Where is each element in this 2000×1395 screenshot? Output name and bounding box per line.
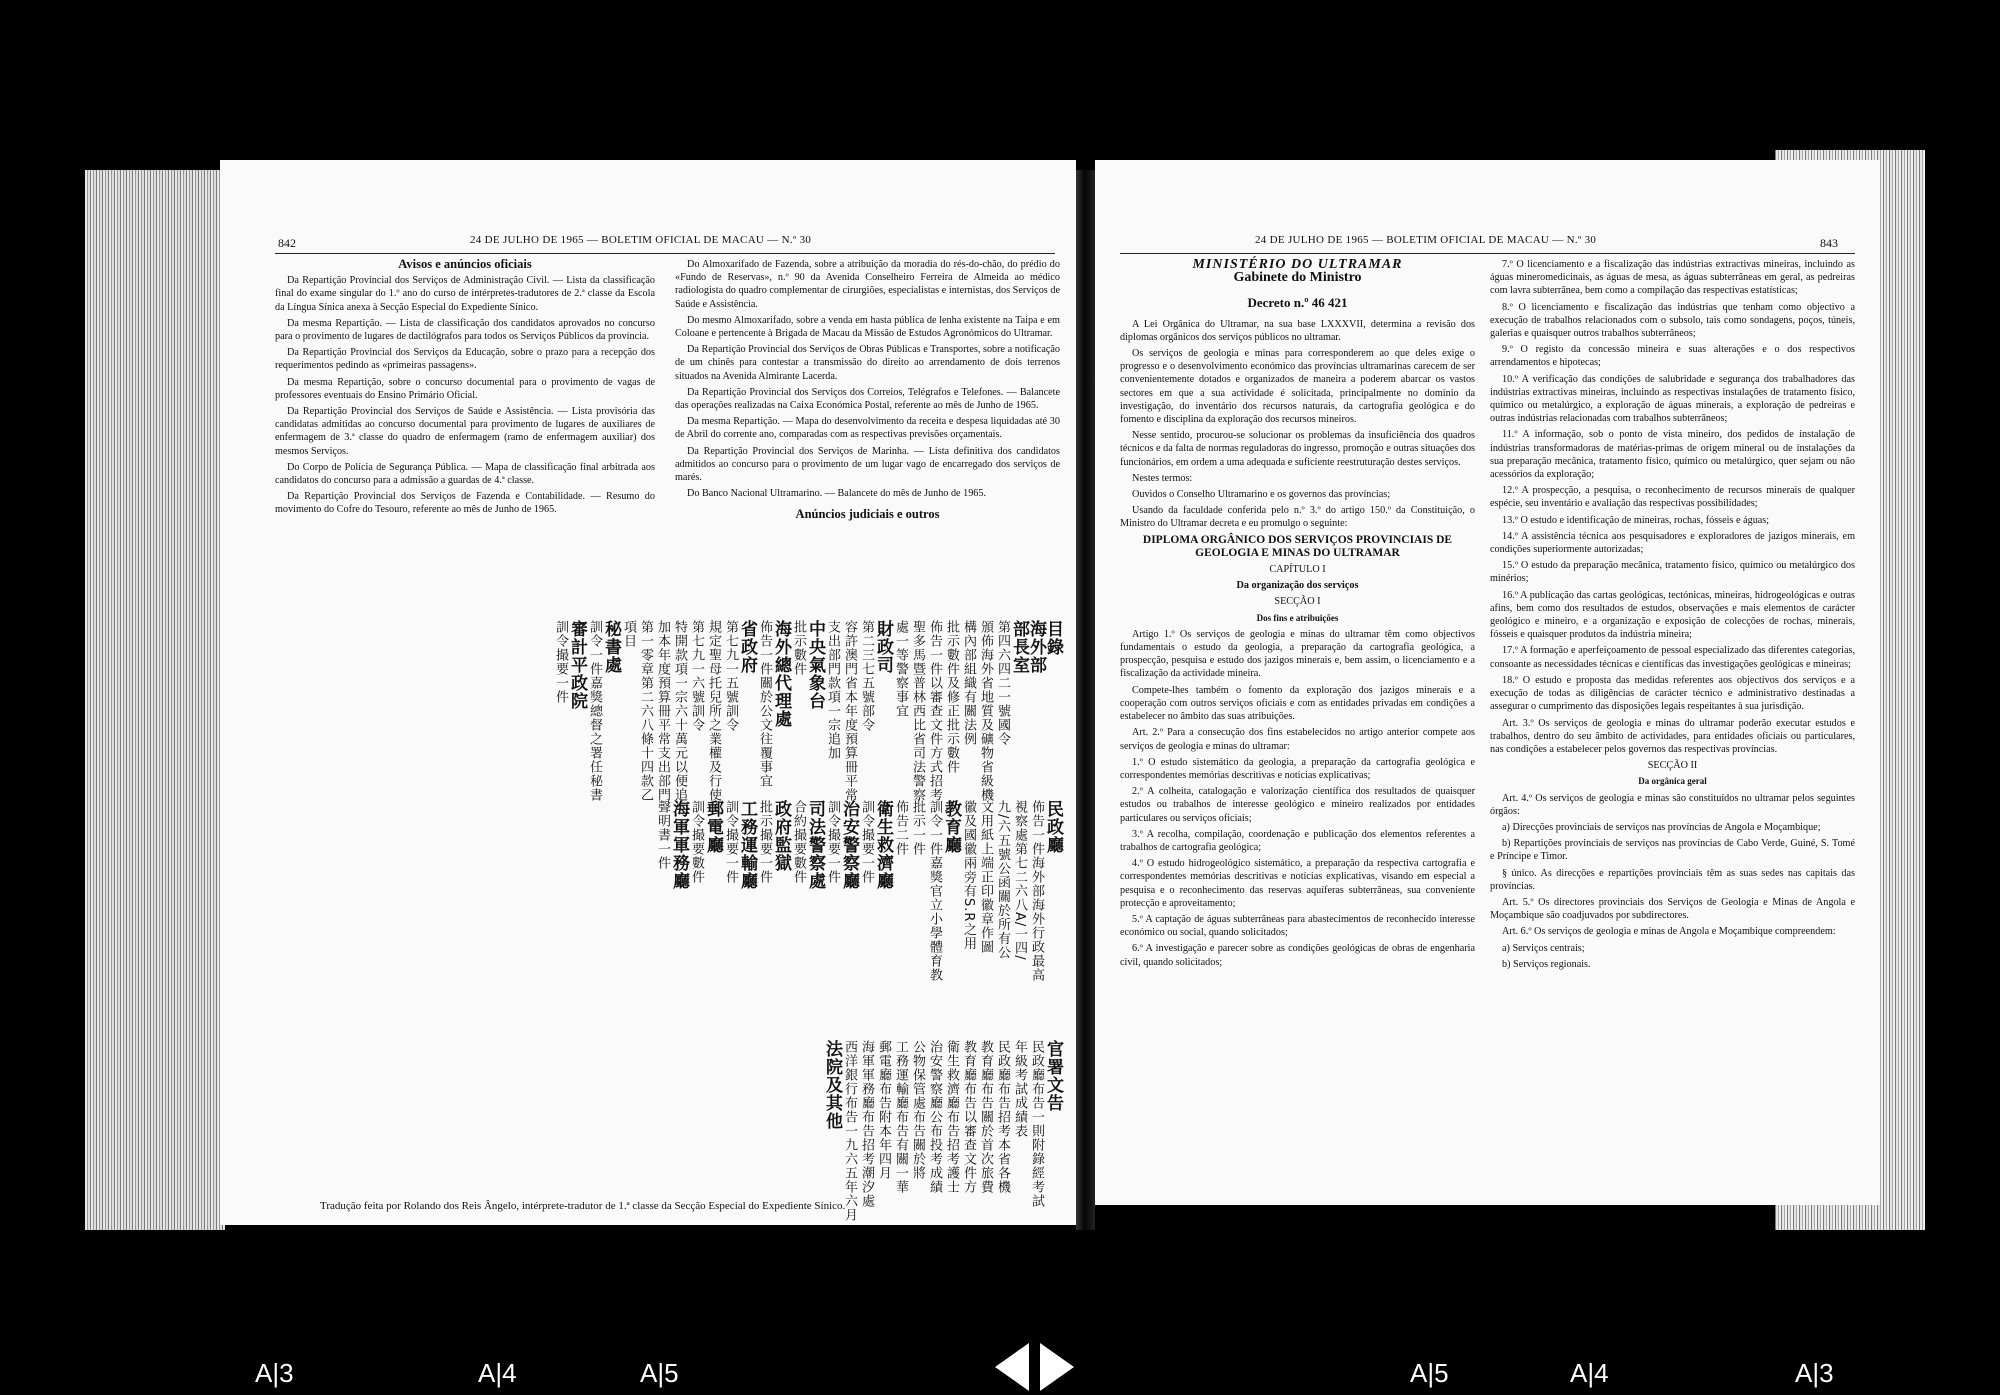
translation-credit: Tradução feita por Rolando dos Reis Ângelo, intérprete-tradutor de 1.ª classe da Secção Especial do Expediente Sínico. (320, 1200, 846, 1212)
center-marker-right (1040, 1343, 1074, 1391)
chinese-section-heading: 衛生救濟廳 (873, 800, 893, 890)
paragraph: 4.º O estudo hidrogeológico sistemático, a preparação da respectiva cartografia e correspondentes memórias descritivas e notícias explicativas, visando em especial a pesquisa e o reconhecimento das reservas aquíferas subterrâneas, sua conveniente protecção e aproveitamento; (1120, 858, 1475, 909)
cabinet-title: Gabinete do Ministro (1233, 270, 1362, 286)
paragraph: 9.º O registo da concessão mineira e suas alterações e o dos respectivos arrendamentos e hipotecas; (1490, 344, 1855, 369)
chinese-index-entry: 訓令撮要數件 (689, 800, 704, 884)
chinese-index-entry: 佈告一件關於公文往覆事宜 (757, 620, 772, 788)
paragraph: Nestes termos: (1132, 472, 1193, 484)
paragraph: 15.º O estudo da preparação mecânica, tratamento físico, químico ou metalúrgico dos minérios; (1490, 560, 1855, 585)
chinese-section-heading: 目錄 (1043, 620, 1063, 656)
chinese-index-entry: 訓令撮要一件 (553, 620, 568, 704)
paragraph: b) Repartições provinciais de serviços nas províncias de Cabo Verde, Guiné, S. Tomé e Príncipe e Timor. (1490, 838, 1855, 863)
chinese-section-heading: 官署文告 (1043, 1040, 1063, 1112)
paragraph: 7.º O licenciamento e a fiscalização das indústrias extractivas mineiras, incluindo as águas mineromedicinais, as águas de mesa, as águas subterrâneas em geral, as pedreiras com lavra subterrânea, bem como a compilação das respectivas estatísticas; (1490, 259, 1855, 297)
chinese-index-entry: 規定聖母托兒所之業權及行使 (706, 620, 721, 802)
chapter-subtitle: Da organização dos serviços (1236, 580, 1359, 592)
frame-mark: A|4 (478, 1358, 517, 1388)
paragraph: Artigo 1.º Os serviços de geologia e minas do ultramar têm como objectivos fundamentais o estudo da geologia, a preparação da cartografia geológica, a prospecção, pesquisa e estudo dos jazigos minerais e, bem assim, o licenciamento e a fiscalização da actividade mineira. (1120, 628, 1475, 680)
notice-item: Da Repartição Provincial dos Serviços de Marinha. — Lista definitiva dos candidatos admitidos ao concurso para o provimento de um lugar vago de encarregado dos serviços de marés. (675, 445, 1060, 484)
chinese-index-entry: 批示撮要一件 (757, 800, 772, 884)
chinese-section-heading: 海外總代理處 (771, 620, 791, 728)
chinese-index-entry: 衛生救濟廳布告招考護士 (944, 1040, 959, 1194)
notice-item: Da mesma Repartição, sobre o concurso documental para o provimento de vagas de professores eventuais do Ensino Primário Oficial. (275, 376, 655, 401)
chinese-index-entry: 容許澳門省本年度預算冊平常 (842, 620, 857, 802)
section-heading: SECÇÃO II (1647, 760, 1698, 772)
paragraph: 5.º A captação de águas subterrâneas para abastecimentos de reconhecido interesse económico ou social, quando solicitados; (1120, 913, 1475, 939)
paragraph: 17.º A formação e aperfeiçoamento de pessoal especializado das diferentes categorias, consoante as necessidades técnicas e científicas das investigações geológicas e mineiras; (1490, 645, 1855, 670)
chinese-index-entry: 佈告二件 (893, 800, 908, 856)
chinese-index-entry: 支出部門款項一宗追加 (825, 620, 840, 760)
chinese-index-entry: 第一零章第二六八條十四款乙 (638, 620, 653, 802)
chinese-section-heading: 工務運輸廳 (737, 800, 757, 890)
paragraph: Nesse sentido, procurou-se solucionar os problemas da insuficiência dos quadros técnicos e da falta de normas reguladoras do ingresso, promoção e outras situações dos funcionários, em ordem a uma adequada e suficiente reestruturação destes serviços. (1120, 430, 1475, 468)
paragraph: 16.º A publicação das cartas geológicas, tectónicas, mineiras, hidrogeológicas e outras afins, bem como dos resultados de estudos, observações e mais elementos de carácter geológico e mineiro, e a organização e exposição de colecções de rochas, minerais, fósseis e quaisquer produtos da indústria mineira; (1490, 589, 1855, 641)
chinese-index-entry: 教育廳布告以審查文件方 (961, 1040, 976, 1194)
paragraph: Usando da faculdade conferida pelo n.º 3.º do artigo 150.º da Constituição, o Ministro do Ultramar decreta e eu promulgo o seguinte: (1120, 505, 1475, 530)
notice-item: Da Repartição Provincial dos Serviços de Administração Civil. — Lista da classificação final do exame singular do 1.º ano do curso de intérpretes-tradutores de 2.ª classe da Escola da Língua Sínica anexa à Secção Especial do Expediente Sínico. (275, 275, 655, 313)
notice-item: Da mesma Repartição. — Lista de classificação dos candidatos aprovados no concurso para o provimento de lugares de dactilógrafos para todos os Serviços Públicos da província. (275, 317, 655, 343)
section-title: Avisos e anúncios oficiais (398, 257, 532, 271)
notice-item: Do Almoxarifado de Fazenda, sobre a atribuição da moradia do rés-do-chão, do prédio do «Fundo de Reservas», n.º 90 da Avenida Conselheiro Ferreira de Almeida ao médico radiologista do quadro complementar de cirurgiões, especialistas e internistas, dos Serviços de Saúde e Assistência. (675, 259, 1060, 310)
page-edges-left (85, 170, 225, 1230)
chapter-title: CAPÍTULO I (1269, 564, 1326, 576)
chinese-index-entry: 特開款項一宗六十萬元以便追 (672, 620, 687, 802)
diploma-title: DIPLOMA ORGÂNICO DOS SERVIÇOS PROVINCIAIS DE GEOLOGIA E MINAS DO ULTRAMAR (1142, 533, 1453, 559)
decree-number: Decreto n.º 46 421 (1247, 295, 1348, 311)
chinese-index-entry: 批示數件及修正批示數件 (944, 620, 959, 774)
paragraph: Art. 3.º Os serviços de geologia e minas do ultramar poderão executar estudos e trabalhos, dentro do seu âmbito de actividades, para entidades oficiais ou particulares, nas condições a estabelecer pelos governos das respectivas províncias. (1490, 717, 1855, 755)
paragraph: b) Serviços regionais. (1502, 958, 1591, 970)
chinese-section-heading: 財政司 (873, 620, 893, 674)
chinese-index-entry: 加本年度預算冊平常支出部門 (655, 620, 670, 802)
chinese-index-entry: 頒佈海外省地質及礦物省級機 (978, 620, 993, 802)
paragraph: Art. 2.º Para a consecução dos fins estabelecidos no artigo anterior compete aos serviços de geologia e minas do ultramar: (1120, 727, 1475, 752)
chinese-index-entry: 訓令撮要一件 (859, 800, 874, 884)
chinese-index-entry: 九/六五號公函關於所有公 (995, 800, 1010, 960)
chinese-index-entry: 聲明書一件 (655, 800, 670, 870)
chinese-section-heading: 治安警察廳 (839, 800, 859, 890)
chinese-index-entry: 教育廳布告關於首次旅費 (978, 1040, 993, 1194)
chinese-index-entry: 公物保管處布告關於將 (910, 1040, 925, 1180)
chinese-section-heading: 法院及其他 (822, 1040, 842, 1130)
notice-item: Da Repartição Provincial dos Serviços dos Correios, Telégrafos e Telefones. — Balancete das operações realizadas na Caixa Económica Postal, referente ao mês de Junho de 1965. (675, 386, 1060, 412)
paragraph: 13.º O estudo e identificação de mineiras, rochas, fósseis e águas; (1502, 514, 1770, 526)
chinese-index-entry: 工務運輸廳布告有關一華 (893, 1040, 908, 1194)
paragraph: Art. 6.º Os serviços de geologia e minas de Angola e Moçambique compreendem: (1502, 926, 1836, 938)
decree-column-2 (1490, 258, 1855, 974)
notice-item: Do mesmo Almoxarifado, sobre a venda em hasta pública de lenha existente na Taipa e em Coloane e pertencente à Brigada de Macau da Missão de Estudos Agronómicos do Ultramar. (675, 314, 1060, 340)
chinese-index-entry: 郵電廳布告附本年四月 (876, 1040, 891, 1180)
notice-item: Do Corpo de Polícia de Segurança Pública. — Mapa de classificação final arbitrada aos candidatos do concurso para a admissão a guardas de 4.ª classe. (275, 461, 655, 487)
chinese-section-heading: 審計平政院 (567, 620, 587, 710)
chinese-index-entry: 批示數件 (791, 620, 806, 676)
chinese-index-entry: 年級考試成績表 (1012, 1040, 1027, 1138)
notice-item: Da Repartição Provincial dos Serviços de Fazenda e Contabilidade. — Resumo do movimento do Cofre do Tesouro, referente ao mês de Junho de 1965. (275, 491, 655, 516)
paragraph: Art. 5.º Os directores provinciais dos Serviços de Geologia e Minas de Angola e Moçambique são coadjuvados por subdirectores. (1490, 896, 1855, 922)
chinese-section-heading: 秘書處 (601, 620, 621, 674)
chinese-index-entry: 合約撮要數件 (791, 800, 806, 884)
ministry-title: MINISTÉRIO DO ULTRAMAR (1192, 257, 1403, 272)
paragraph: 11.º A informação, sob o ponto de vista mineiro, dos pedidos de instalação de indústrias transformadoras de matérias-primas de origem mineral ou de instalações da sua preparação mecânica, tratamento físico, químico ou metalúrgico, quer sejam ou não acessórios da exploração; (1490, 429, 1855, 481)
page-number: 842 (278, 236, 296, 250)
chinese-section-heading: 海外部 (1026, 620, 1046, 674)
paragraph: 3.º A recolha, compilação, coordenação e publicação dos elementos referentes a trabalhos de cartografia geológica; (1120, 828, 1475, 853)
chinese-index-entry: 徽及國徽兩旁有S.R之用 (961, 800, 976, 951)
chinese-index-entry: 聖多馬暨普林西比省司法警察 (910, 620, 925, 802)
chinese-index-entry: 第七九一五號訓令 (723, 620, 738, 732)
paragraph: Os serviços de geologia e minas para corresponderem ao que deles exige o progresso e o desenvolvimento económico das províncias ultramarinas carecem de ser convenientemente dotados e organizados de maneira a poderem abarcar os vastos sectores em que a sua actividade é solicitada, principalmente no domínio da investigação, do inventário dos recursos naturais, da cartografia geológica e do fomento e disciplina da exploração dos recursos mineiros. (1120, 348, 1475, 426)
chinese-section-heading: 部長室 (1009, 620, 1029, 674)
chinese-section-heading: 郵電廳 (703, 800, 723, 854)
chinese-index-entry: 訓令一件嘉獎總督之署任秘書 (587, 620, 602, 802)
paragraph: 18.º O estudo e proposta das medidas referentes aos objectivos dos serviços e a execução de todas as diligências de carácter técnico e administrativo destinadas a assegurar o cumprimento das disposições legais respeitantes à sua jurisdição. (1490, 674, 1855, 713)
paragraph: 1.º O estudo sistemático da geologia, a preparação da cartografia geológica e correspondentes memórias descritivas e notícias explicativas; (1120, 756, 1475, 781)
chinese-section-heading: 司法警察處 (805, 800, 825, 890)
chinese-index-entry: 文用紙上端正印徽章作圖 (978, 800, 993, 954)
frame-mark: A|4 (1570, 1358, 1609, 1388)
decree-column-1 (1120, 258, 1475, 972)
chinese-section-heading: 民政廳 (1043, 800, 1063, 854)
chinese-index-entry: 民政廳布告一則附錄經考試 (1029, 1040, 1044, 1208)
chinese-index-entry: 處一等警察事宜 (893, 620, 908, 718)
page-header: 24 DE JULHO DE 1965 — BOLETIM OFICIAL DE MACAU — N.º 30 (470, 234, 812, 246)
frame-mark: A|3 (1795, 1358, 1834, 1388)
notice-item: Do Banco Nacional Ultramarino. — Balancete do mês de Junho de 1965. (687, 488, 987, 500)
paragraph: Compete-lhes também o fomento da exploração dos jazigos minerais e a cooperação com outros serviços oficiais e com as entidades privadas em condições a estabelecer no âmbito das suas atribuições. (1120, 684, 1475, 723)
page-number: 843 (1820, 236, 1838, 250)
center-marker-left (995, 1343, 1029, 1391)
notice-item: Da Repartição Provincial dos Serviços de Saúde e Assistência. — Lista provisória das candidatas admitidas ao concurso documental para provimento de lugares de auxiliares de enfermagem de 3.ª classe do quadro de enfermagem (ramo de enfermagem auxiliar) dos mesmos Serviços. (275, 406, 655, 457)
chinese-index-entry: 西洋銀行布告一九六五年六月 (842, 1040, 857, 1222)
paragraph: Art. 4.º Os serviços de geologia e minas são constituídos no ultramar pelos seguintes órgãos: (1490, 792, 1855, 817)
paragraph: 14.º A assistência técnica aos pesquisadores e exploradores de jazigos minerais, em condições superiormente autorizadas; (1490, 530, 1855, 556)
paragraph: 6.º A investigação e parecer sobre as condições geológicas de obras de engenharia civil, quando solicitados; (1120, 943, 1475, 968)
notice-item: Da mesma Repartição. — Mapa do desenvolvimento da receita e despesa liquidadas até 30 de Abril do corrente ano, comparadas com as respectivas previsões orçamentais. (675, 416, 1060, 441)
chinese-index-entry: 佈告一件以審查文件方式招考 (927, 620, 942, 802)
chinese-index-entry: 訓令一件嘉獎官立小學體育教 (927, 800, 942, 982)
chinese-index-entry: 視察處第七二六八A/一四/ (1012, 800, 1027, 961)
frame-mark: A|5 (1410, 1358, 1449, 1388)
chinese-index-entry: 民政廳布告招考本省各機 (995, 1040, 1010, 1194)
notice-item: Da Repartição Provincial dos Serviços de Obras Públicas e Transportes, sobre a notificação de um chinês para contestar a transmissão do direito ao arrendamento de dois terrenos situados na Avenida Almirante Lacerda. (675, 344, 1060, 382)
paragraph: a) Direcções provinciais de serviços nas províncias de Angola e Moçambique; (1502, 821, 1821, 833)
section-title: Anúncios judiciais e outros (795, 507, 940, 522)
chinese-index-entry: 訓令撮要一件 (825, 800, 840, 884)
section-subheading: Dos fins e atribuições (1256, 612, 1339, 623)
paragraph: § único. As direcções e repartições provinciais têm as suas sedes nas capitais das províncias. (1490, 867, 1855, 892)
chinese-section-heading: 省政府 (737, 620, 757, 674)
frame-mark: A|3 (255, 1358, 294, 1388)
paragraph: Ouvidos o Conselho Ultramarino e os governos das províncias; (1132, 489, 1391, 501)
chinese-section-heading: 教育廳 (941, 800, 961, 854)
notices-column-1 (275, 258, 655, 520)
chinese-section-heading: 政府監獄 (771, 800, 791, 872)
book-gutter (1076, 170, 1095, 1230)
chinese-index-middle (260, 800, 1063, 1020)
film-frame-marks (0, 1335, 2000, 1395)
paragraph: 2.º A colheita, catalogação e valorização científica dos resultados de quaisquer estudos ou trabalhos de interesse geológico e mineiro realizados por entidades particulares ou serviços oficiais; (1120, 786, 1475, 824)
section-heading: SECÇÃO I (1274, 596, 1321, 608)
section-subheading: Da orgânica geral (1638, 776, 1707, 787)
right-page (1095, 160, 1880, 1205)
chinese-section-heading: 海軍軍務廳 (669, 800, 689, 890)
chinese-section-heading: 中央氣象台 (805, 620, 825, 710)
chinese-index-entry: 第四六四二一號國令 (995, 620, 1010, 746)
chinese-index-entry: 構內部組織有關法例 (961, 620, 976, 746)
paragraph: A Lei Orgânica do Ultramar, na sua base LXXXVII, determina a revisão dos diplomas orgânicos dos serviços públicos no ultramar. (1120, 318, 1475, 343)
chinese-index-entry: 海軍軍務廳布告招考潮汐處 (859, 1040, 874, 1208)
left-page (220, 160, 1076, 1225)
chinese-index-entry: 第七九一六號訓令 (689, 620, 704, 732)
chinese-index-entry: 批示一件 (910, 800, 925, 856)
notices-column-2 (675, 258, 1060, 525)
chinese-index-entry: 佈告一件海外部海外行政最高 (1029, 800, 1044, 982)
chinese-index-entry: 訓令撮要一件 (723, 800, 738, 884)
paragraph: 8.º O licenciamento e fiscalização das indústrias que tenham como objectivo a execução de trabalhos relacionados com o subsolo, tais como sondagens, poços, túneis, galerias e quaisquer outros trabalhos subterrâneos; (1490, 301, 1855, 340)
page-header: 24 DE JULHO DE 1965 — BOLETIM OFICIAL DE MACAU — N.º 30 (1255, 234, 1597, 246)
paragraph: 10.º A verificação das condições de salubridade e segurança dos trabalhadores das indústrias extractivas mineiras, incluindo as respectivas instalações de tratamento físico, químico ou metalúrgico, a exploração de águas minerais, a exploração de pedreiras e outras indústrias relacionadas com trabalhos subterrâneos; (1490, 373, 1855, 425)
notice-item: Da Repartição Provincial dos Serviços da Educação, sobre o prazo para a recepção dos requerimentos pedindo as «primeiras passagens». (275, 347, 655, 372)
paragraph: a) Serviços centrais; (1502, 942, 1585, 954)
frame-mark: A|5 (640, 1358, 679, 1388)
open-book (85, 150, 1925, 1230)
chinese-index-entry: 治安警察廳公布投考成績 (927, 1040, 942, 1194)
paragraph: 12.º A prospecção, a pesquisa, o reconhecimento de recursos minerais de qualquer espécie, seu inventário e avaliação das respectivas possibilidades; (1490, 485, 1855, 510)
chinese-index-entry: 項目 (621, 620, 636, 648)
chinese-index-entry: 第二三七五號部令 (859, 620, 874, 732)
